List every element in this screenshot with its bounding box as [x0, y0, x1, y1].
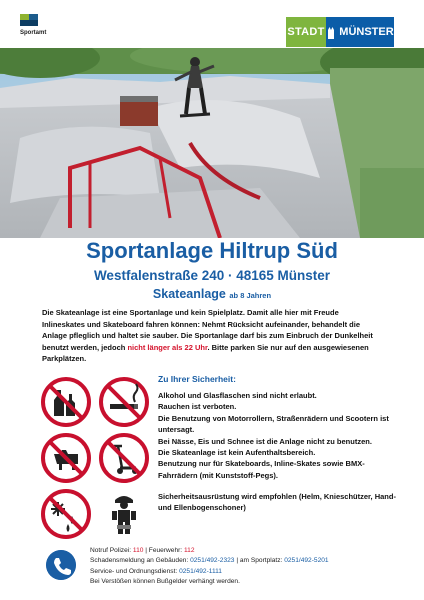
no-dogs-icon — [40, 432, 92, 484]
intro-text-2: . Bitte parken Sie nur auf den ausgewiesenen Parkplätzen. — [42, 342, 369, 363]
police-label: Notruf Polizei: — [90, 547, 132, 554]
damage-line — [90, 556, 390, 566]
sportamt-logo-mark — [20, 14, 38, 26]
service-label: Service- und Ordnungsdienst: — [90, 567, 178, 575]
safety-heading: Zu Ihrer Sicherheit: — [158, 374, 236, 384]
service-line — [90, 567, 390, 577]
no-scooters-icon — [98, 432, 150, 484]
no-use-in-wet-snow-icon — [40, 488, 92, 540]
rule-item: Die Skateanlage ist kein Aufenthaltsbereich. — [158, 448, 316, 458]
intro-text-1: Die Skateanlage ist eine Sportanlage und kein Spielplatz. Damit alle hier mit Freude Inlineskates und Skateboard fahren können: Nehmt Rücksicht aufeinander, behandelt die Anlage pfleglich und haltet sie sauber. Die Sportanlage darf bis zum Einbruch der Dunkelheit benutzt werden, jedoch — [42, 308, 373, 352]
protective-gear-icon — [98, 488, 150, 540]
intro-paragraph — [42, 307, 382, 365]
intro-time-highlight: nicht länger als 22 Uhr — [127, 342, 208, 352]
fire-label: | Feuerwehr: — [145, 547, 183, 554]
rule-item: Bei Nässe, Eis und Schnee ist die Anlage nicht zu benutzen. — [158, 436, 372, 446]
subtitle-main: Skateanlage — [152, 287, 226, 301]
address: Westfalenstraße 240 · 48165 Münster — [93, 268, 331, 283]
police-number: 110 — [132, 547, 144, 554]
rule-item: Alkohol und Glasflaschen sind nicht erlaubt. — [158, 391, 317, 400]
skatepark-photo — [0, 48, 424, 238]
fine-notice: Bei Verstößen können Bußgelder verhängt werden. — [90, 577, 240, 585]
stadt-muenster-logo — [286, 17, 394, 47]
fire-number: 112 — [184, 547, 195, 554]
page-title: Sportanlage Hiltrup Süd — [86, 238, 338, 263]
phone-icon — [46, 550, 76, 580]
sportplatz-number: 0251/492-5201 — [284, 557, 329, 565]
sportplatz-label: | am Sportplatz: — [236, 557, 283, 565]
cathedral-icon — [326, 25, 336, 39]
damage-number: 0251/492-2323 — [190, 557, 235, 565]
rule-item: Die Benutzung von Motorrollern, Straßenrädern und Scootern ist untersagt. — [158, 413, 389, 435]
sign-grid — [40, 376, 152, 538]
logo-muenster-text: MÜNSTER — [339, 26, 394, 38]
rule-item: Benutzung nur für Skateboards, Inline-Skates sowie BMX-Fahrrädern (mit Kunststoff-Pegs). — [158, 459, 365, 480]
logo-muenster-box — [326, 17, 394, 47]
no-smoking-icon — [98, 376, 150, 428]
subtitle — [0, 287, 424, 301]
service-number: 0251/492-1111 — [179, 567, 222, 575]
equipment-recommendation: Sicherheitsausrüstung wird empfohlen (Helm, Knieschützer, Hand- und Ellenbogenschoner) — [158, 492, 396, 513]
emergency-line — [90, 546, 390, 556]
rule-item: Rauchen ist verboten. — [158, 402, 237, 412]
age-note: ab 8 Jahren — [229, 291, 272, 300]
safety-rules — [158, 390, 398, 481]
contact-info — [90, 546, 390, 587]
department-label: Sportamt — [20, 30, 47, 36]
no-glass-bottles-icon — [40, 376, 92, 428]
damage-label: Schadensmeldung an Gebäuden: — [90, 557, 189, 565]
logo-stadt-text: STADT — [286, 17, 326, 47]
